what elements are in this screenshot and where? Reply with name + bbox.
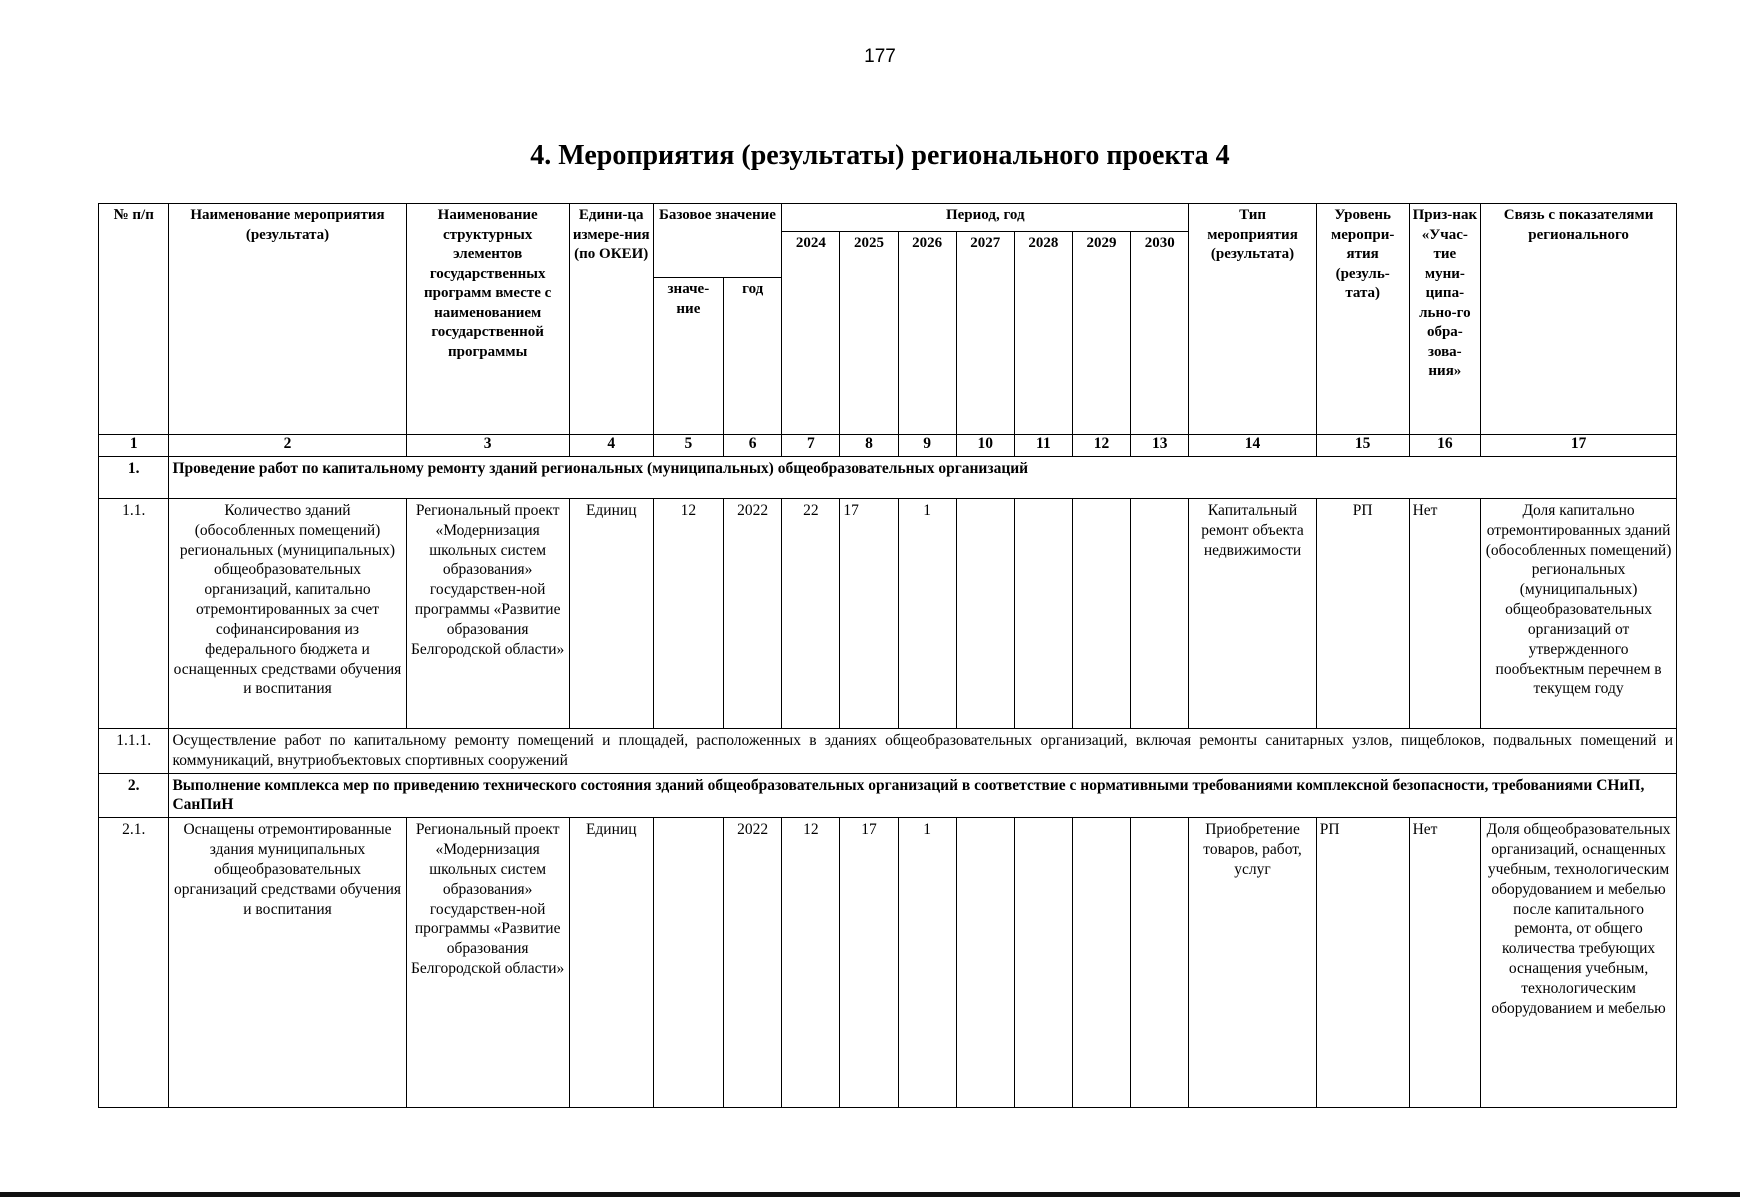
municipal-flag: Нет — [1409, 818, 1481, 1108]
document-title: 4. Мероприятия (результаты) регионального проекта 4 — [530, 140, 1230, 171]
section-title: Выполнение комплекса мер по приведению технического состояния зданий общеобразовательных организаций в соответствие с нормативными требованиями комплексной безопасности, требованиями СНиП, СанПиН — [169, 773, 1677, 818]
indicator-link: Доля общеобразовательных организаций, оснащенных учебным, технологическим оборудованием и мебелью после капитального ремонта, от общего количества требующих оснащения учебным, технологическим оборудованием и мебелью — [1481, 818, 1677, 1108]
page-bottom-edge — [0, 1192, 1740, 1197]
measure-name: Оснащены отремонтированные здания муниципальных общеобразовательных организаций средствами обучения и воспитания — [169, 818, 406, 1108]
measure-type: Капитальный ремонт объекта недвижимости — [1189, 499, 1316, 729]
header-structure: Наименование структурных элементов государственных программ вместе с наименованием государственной программы — [406, 204, 569, 435]
unit: Единиц — [569, 499, 653, 729]
measure-type: Приобретение товаров, работ, услуг — [1189, 818, 1316, 1108]
header-municipal: Приз-нак «Учас-тие муни-ципа-льно-го обра-зова-ния» — [1409, 204, 1481, 435]
header-link: Связь с показателями регионального — [1481, 204, 1677, 435]
table-row — [99, 818, 1677, 1108]
row-number: 1.1.1. — [99, 729, 169, 774]
column-number: 9 — [898, 435, 956, 457]
column-number: 16 — [1409, 435, 1481, 457]
measure-name: Количество зданий (обособленных помещений) региональных (муниципальных) общеобразовательных организаций, капитально отремонтированных за счет софинансирования из федерального бюджета и оснащенных средствами обучения и воспитания — [169, 499, 406, 729]
column-number: 14 — [1189, 435, 1316, 457]
value-2028 — [1014, 499, 1072, 729]
column-number: 10 — [956, 435, 1014, 457]
column-number: 4 — [569, 435, 653, 457]
column-number: 13 — [1131, 435, 1189, 457]
structure-name: Региональный проект «Модернизация школьных систем образования» государствен-ной программы «Развитие образования Белгородской области» — [406, 818, 569, 1108]
row-number: 1. — [99, 457, 169, 499]
header-base-year: год — [724, 278, 782, 435]
value-2030 — [1131, 818, 1189, 1108]
base-year: 2022 — [724, 499, 782, 729]
value-2026: 1 — [898, 499, 956, 729]
unit: Единиц — [569, 818, 653, 1108]
value-2024: 12 — [782, 818, 840, 1108]
header-level: Уровень меропри-ятия (резуль-тата) — [1316, 204, 1409, 435]
base-value — [653, 818, 723, 1108]
value-2025: 17 — [840, 818, 898, 1108]
table-row — [99, 729, 1677, 774]
column-number: 17 — [1481, 435, 1677, 457]
base-year: 2022 — [724, 818, 782, 1108]
column-number: 6 — [724, 435, 782, 457]
page-number: 177 — [864, 46, 896, 67]
value-2030 — [1131, 499, 1189, 729]
header-num: № п/п — [99, 204, 169, 435]
municipal-flag: Нет — [1409, 499, 1481, 729]
table-row — [99, 457, 1677, 499]
header-base-value: значе-ние — [653, 278, 723, 435]
column-number: 8 — [840, 435, 898, 457]
measures-table — [98, 203, 1677, 1108]
section-title: Проведение работ по капитальному ремонту зданий региональных (муниципальных) общеобразовательных организаций — [169, 457, 1677, 499]
base-value: 12 — [653, 499, 723, 729]
value-2026: 1 — [898, 818, 956, 1108]
sub-measure-text: Осуществление работ по капитальному ремонту помещений и площадей, расположенных в зданиях общеобразовательных организаций, включая ремонты санитарных узлов, пищеблоков, подвальных помещений и коммуникаций, внутриобъектовых спортивных сооружений — [169, 729, 1677, 774]
table-row — [99, 499, 1677, 729]
header-name: Наименование мероприятия (результата) — [169, 204, 406, 435]
header-year-2024: 2024 — [782, 232, 840, 435]
row-number: 2.1. — [99, 818, 169, 1108]
value-2027 — [956, 499, 1014, 729]
value-2028 — [1014, 818, 1072, 1108]
header-type: Тип мероприятия (результата) — [1189, 204, 1316, 435]
table-row — [99, 773, 1677, 818]
column-number: 7 — [782, 435, 840, 457]
header-year-2026: 2026 — [898, 232, 956, 435]
indicator-link: Доля капитально отремонтированных зданий (обособленных помещений) региональных (муниципальных) общеобразовательных организаций от утвержденного пообъектным перечнем в текущем году — [1481, 499, 1677, 729]
header-year-2027: 2027 — [956, 232, 1014, 435]
structure-name: Региональный проект «Модернизация школьных систем образования» государствен-ной программы «Развитие образования Белгородской области» — [406, 499, 569, 729]
column-number: 1 — [99, 435, 169, 457]
header-year-2025: 2025 — [840, 232, 898, 435]
header-unit: Едини-ца измере-ния (по ОКЕИ) — [569, 204, 653, 435]
header-year-2030: 2030 — [1131, 232, 1189, 435]
measure-level: РП — [1316, 818, 1409, 1108]
value-2024: 22 — [782, 499, 840, 729]
value-2029 — [1072, 499, 1130, 729]
header-year-2028: 2028 — [1014, 232, 1072, 435]
header-period: Период, год — [782, 204, 1189, 232]
column-number: 12 — [1072, 435, 1130, 457]
value-2025: 17 — [840, 499, 898, 729]
column-number: 2 — [169, 435, 406, 457]
column-number: 15 — [1316, 435, 1409, 457]
measure-level: РП — [1316, 499, 1409, 729]
value-2029 — [1072, 818, 1130, 1108]
column-number: 11 — [1014, 435, 1072, 457]
column-number: 5 — [653, 435, 723, 457]
header-base: Базовое значение — [653, 204, 782, 278]
header-year-2029: 2029 — [1072, 232, 1130, 435]
row-number: 1.1. — [99, 499, 169, 729]
value-2027 — [956, 818, 1014, 1108]
column-number: 3 — [406, 435, 569, 457]
row-number: 2. — [99, 773, 169, 818]
